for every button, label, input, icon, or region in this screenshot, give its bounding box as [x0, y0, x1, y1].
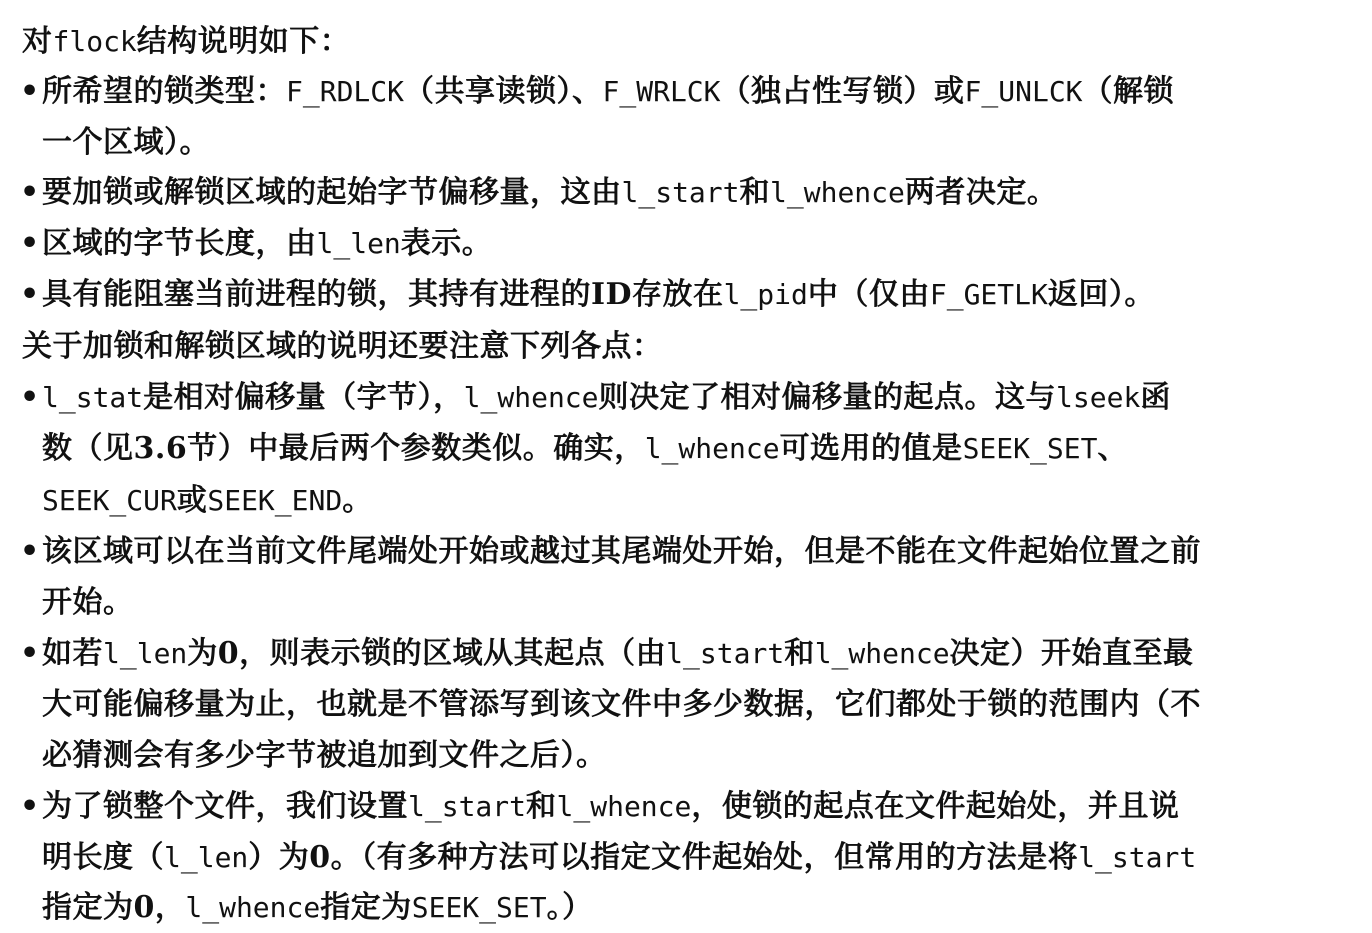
- code-term: SEEK_CUR: [42, 484, 177, 517]
- text: 该区域可以在当前文件尾端处开始或越过其尾端处开始，但是不能在文件起始位置之前: [42, 534, 1201, 569]
- bullet-pid: [42, 270, 1155, 320]
- code-term: SEEK_SET: [411, 891, 547, 924]
- text: 数（见3.6节）中最后两个参数类似。确实，: [42, 431, 645, 466]
- text: 和: [739, 175, 771, 210]
- code-term: l_start: [666, 637, 785, 670]
- intro-line: [22, 17, 350, 67]
- code-term: l_whence: [644, 432, 780, 465]
- bullet-relative-offset-cont: [42, 424, 1128, 474]
- text: 大可能偏移量为止，也就是不管添写到该文件中多少数据，它们都处于锁的范围内（不: [42, 687, 1201, 722]
- text: 一个区域）。: [42, 125, 210, 160]
- code-term: F_WRLCK: [602, 75, 721, 108]
- code-term: l_stat: [42, 381, 144, 414]
- code-term: l_start: [1078, 841, 1197, 874]
- text: 开始。: [42, 585, 134, 620]
- code-term: lseek: [1056, 381, 1141, 414]
- text: 结构说明如下：: [136, 24, 351, 59]
- bullet-whole-file-cont: [42, 833, 1196, 883]
- text: 表示。: [400, 226, 493, 261]
- bullet-icon: •: [20, 636, 40, 671]
- bullet-relative-offset: [42, 373, 1171, 423]
- code-term: l_len: [164, 841, 249, 874]
- text: 可选用的值是: [779, 431, 963, 466]
- bullet-icon: •: [20, 175, 40, 210]
- bullet-zero-length-cont: [42, 680, 1201, 730]
- code-term: F_RDLCK: [286, 75, 405, 108]
- bullet-whole-file-cont: [42, 883, 593, 933]
- code-term: l_start: [408, 790, 527, 823]
- text: 和: [784, 636, 815, 671]
- text: 、: [1097, 431, 1128, 466]
- bullet-icon: •: [20, 74, 40, 109]
- code-term: l_whence: [185, 891, 321, 924]
- notes-intro-line: [22, 322, 663, 372]
- bullet-length: [42, 219, 492, 269]
- text: 所希望的锁类型：: [42, 74, 286, 109]
- bullet-icon: •: [20, 534, 40, 569]
- text: 。: [342, 483, 373, 518]
- text: 关于加锁和解锁区域的说明还要注意下列各点：: [22, 329, 663, 364]
- text: （独占性写锁）或: [720, 74, 965, 109]
- text: 和: [526, 789, 557, 824]
- code-term: flock: [52, 25, 137, 58]
- text: 为了锁整个文件，我们设置: [42, 789, 408, 824]
- text: 指定为: [320, 890, 412, 925]
- bullet-region-start: [42, 527, 1201, 577]
- code-term: l_whence: [814, 637, 950, 670]
- code-term: l_start: [621, 176, 740, 209]
- code-term: l_whence: [463, 381, 599, 414]
- text: ，使锁的起点在文件起始处，并且说: [691, 789, 1180, 824]
- text: 返回）。: [1047, 277, 1155, 312]
- text: 如若: [42, 636, 103, 671]
- code-term: SEEK_END: [207, 484, 343, 517]
- text: 。）: [546, 890, 593, 925]
- text: 对: [22, 24, 53, 59]
- bullet-zero-length: [42, 629, 1194, 679]
- code-term: l_len: [103, 637, 188, 670]
- bullet-icon: •: [20, 277, 40, 312]
- text: 决定）开始直至最: [949, 636, 1194, 671]
- code-term: l_whence: [770, 176, 905, 209]
- text: 具有能阻塞当前进程的锁，其持有进程的ID存放在: [42, 277, 724, 312]
- text: 为0，则表示锁的区域从其起点（由: [187, 636, 667, 671]
- text: 区域的字节长度，由: [42, 226, 317, 261]
- bullet-icon: •: [20, 380, 40, 415]
- text: 则决定了相对偏移量的起点。这与: [598, 380, 1057, 415]
- bullet-start-offset: [42, 168, 1057, 218]
- text: 中（仅由: [807, 277, 930, 312]
- code-term: F_GETLK: [929, 278, 1048, 311]
- bullet-icon: •: [20, 226, 40, 261]
- code-term: SEEK_SET: [962, 432, 1098, 465]
- bullet-whole-file: [42, 782, 1179, 832]
- code-term: F_UNLCK: [964, 75, 1083, 108]
- bullet-zero-length-cont: [42, 731, 607, 781]
- text: 函: [1140, 380, 1171, 415]
- text: 必猜测会有多少字节被追加到文件之后）。: [42, 738, 607, 773]
- bullet-lock-type: [42, 67, 1174, 117]
- code-term: l_whence: [556, 790, 692, 823]
- text: 是相对偏移量（字节），: [143, 380, 464, 415]
- text: 要加锁或解锁区域的起始字节偏移量，这由: [42, 175, 622, 210]
- bullet-icon: •: [20, 789, 40, 824]
- text: （共享读锁）、: [404, 74, 603, 109]
- text: 明长度（: [42, 840, 164, 875]
- text: 指定为0，: [42, 890, 186, 925]
- text: ）为0。（有多种方法可以指定文件起始处，但常用的方法是将: [248, 840, 1079, 875]
- bullet-region-start-cont: [42, 578, 134, 628]
- text: （解锁: [1082, 74, 1175, 109]
- text: 或: [176, 483, 208, 518]
- code-term: l_len: [316, 227, 401, 260]
- code-term: l_pid: [723, 278, 808, 311]
- text: 两者决定。: [904, 175, 1058, 210]
- bullet-relative-offset-cont: [42, 476, 373, 526]
- bullet-lock-type-cont: [42, 118, 210, 168]
